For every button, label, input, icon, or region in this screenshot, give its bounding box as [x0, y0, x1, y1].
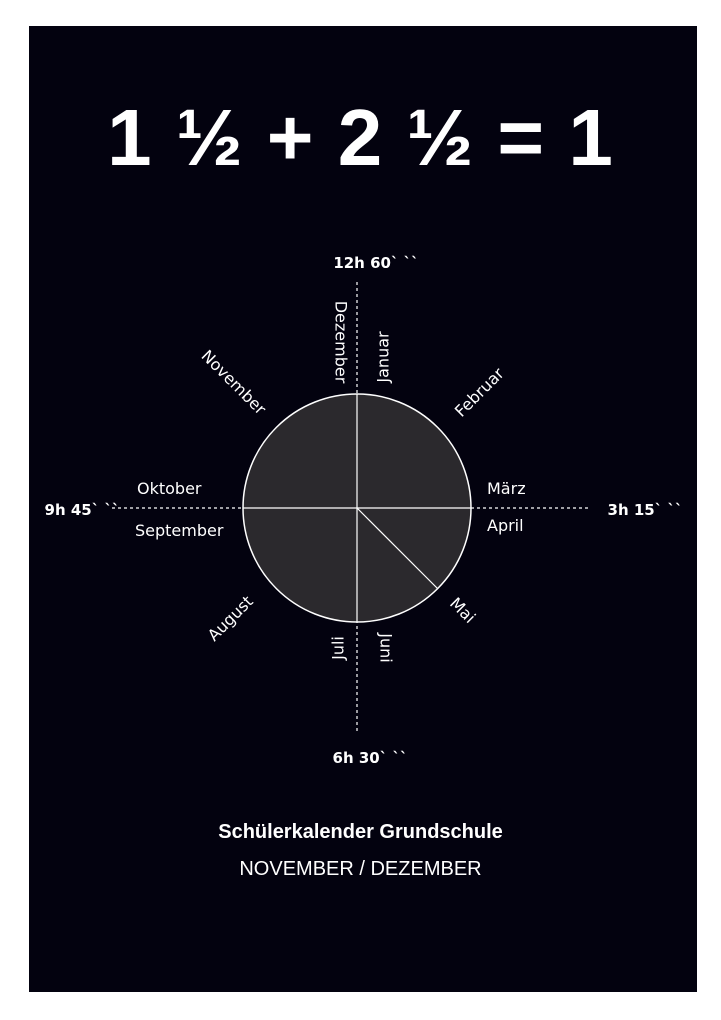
month-label-oktober: Oktober [137, 479, 202, 498]
month-label-februar: Februar [450, 363, 508, 421]
calendar-subtitle: NOVEMBER / DEZEMBER [239, 858, 482, 880]
time-label-top: 12h 60` `` [333, 254, 419, 272]
month-label-januar: Januar [373, 331, 393, 383]
month-label-april: April [487, 516, 524, 535]
time-label-left: 9h 45` `` [44, 501, 120, 519]
month-label-juni: Juni [376, 633, 396, 663]
month-label-august: August [203, 591, 257, 645]
month-label-juli: Juli [328, 636, 348, 660]
time-label-bottom: 6h 30` `` [332, 749, 408, 767]
month-label-dezember: Dezember [331, 300, 351, 384]
month-label-november: November [197, 346, 270, 419]
headline-equation: 1 ½ + 2 ½ = 1 [107, 93, 614, 182]
calendar-title: Schülerkalender Grundschule [218, 821, 503, 843]
month-label-maerz: März [487, 479, 526, 498]
time-label-right: 3h 15` `` [607, 501, 683, 519]
month-label-mai: Mai [446, 593, 480, 627]
month-label-september: September [135, 521, 224, 540]
